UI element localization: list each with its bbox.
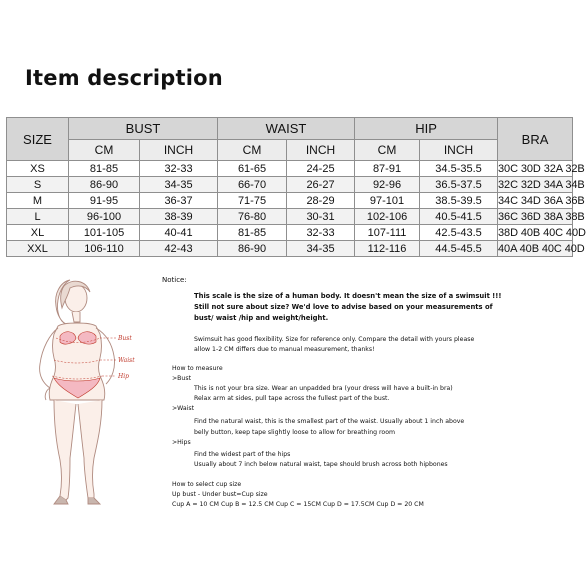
table-cell-waist-cm: 61-65 [218,161,287,177]
body-measurement-figure [20,272,160,512]
table-cell-hip-cm: 87-91 [355,161,420,177]
table-cell-waist-inch: 32-33 [287,225,355,241]
table-row [7,241,573,257]
bust-label: Bust [118,335,132,342]
cup-size-values: Cup A = 10 CM Cup B = 12.5 CM Cup C = 15CM Cup D = 17.5CM Cup D = 20 CM [172,501,424,508]
table-cell-waist-inch: 26-27 [287,177,355,193]
cup-size-heading: How to select cup size [172,481,242,488]
table-cell-hip-inch: 40.5-41.5 [420,209,498,225]
hip-label: Hip [118,373,129,380]
table-cell-hip-inch: 42.5-43.5 [420,225,498,241]
flexibility-note: Swimsuit has good flexibility. Size for reference only. Compare the detail with yours please [194,336,475,343]
table-cell-size: XXL [7,241,69,257]
bust-instruction: Relax arm at sides, pull tape across the fullest part of the bust. [194,395,390,402]
hip-header: HIP [355,118,498,140]
waist-label: Waist [118,357,135,364]
table-cell-hip-inch: 34.5-35.5 [420,161,498,177]
table-cell-bust-inch: 34-35 [140,177,218,193]
waist-instruction: belly button, keep tape slightly loose to allow for breathing room [194,429,396,436]
page-title: Item description [25,66,223,90]
table-cell-hip-cm: 97-101 [355,193,420,209]
table-cell-waist-inch: 28-29 [287,193,355,209]
bust-heading: >Bust [172,375,192,382]
table-row [7,193,573,209]
table-cell-bra: 32C 32D 34A 34B [498,178,585,191]
table-cell-hip-cm: 112-116 [355,241,420,257]
waist-instruction: Find the natural waist, this is the smallest part of the waist. Usually about 1 inch above [194,418,465,425]
table-row [7,209,573,225]
notice-bold-line: This scale is the size of a human body. It doesn't mean the size of a swimsuit !!! [194,292,502,300]
table-cell-waist-cm: 81-85 [218,225,287,241]
table-cell-bust-inch: 36-37 [140,193,218,209]
table-cell-bra: 40A 40B 40C 40D [498,242,585,255]
table-cell-bust-inch: 38-39 [140,209,218,225]
table-cell-hip-cm: 92-96 [355,177,420,193]
table-cell-waist-cm: 76-80 [218,209,287,225]
table-cell-hip-cm: 102-106 [355,209,420,225]
table-cell-size: L [7,209,69,225]
table-cell-bra: 36C 36D 38A 38B [498,210,585,223]
table-cell-hip-inch: 38.5-39.5 [420,193,498,209]
table-cell-size: S [7,177,69,193]
table-cell-hip-inch: 36.5-37.5 [420,177,498,193]
size-chart-table [6,117,586,257]
table-cell-waist-cm: 71-75 [218,193,287,209]
hips-instruction: Find the widest part of the hips [194,451,291,458]
table-row [7,177,573,193]
table-cell-waist-cm: 66-70 [218,177,287,193]
unit-header: CM [218,140,287,161]
table-cell-bust-cm: 91-95 [69,193,140,209]
table-row [7,225,573,241]
unit-header: INCH [287,140,355,161]
size-header: SIZE [7,118,69,161]
bust-instruction: This is not your bra size. Wear an unpadded bra (your dress will have a built-in bra) [194,385,453,392]
table-cell-hip-inch: 44.5-45.5 [420,241,498,257]
flexibility-note: allow 1-2 CM differs due to manual measurement, thanks! [194,346,375,353]
bra-header: BRA [498,118,573,161]
table-cell-bust-cm: 81-85 [69,161,140,177]
table-unit-row [7,140,573,161]
unit-header: CM [355,140,420,161]
table-cell-bra: 30C 30D 32A 32B [498,162,585,175]
bust-header: BUST [69,118,218,140]
table-cell-bust-cm: 101-105 [69,225,140,241]
table-cell-size: M [7,193,69,209]
table-cell-hip-cm: 107-111 [355,225,420,241]
unit-header: INCH [420,140,498,161]
hips-heading: >Hips [172,439,191,446]
table-cell-bra: 34C 34D 36A 36B [498,194,585,207]
table-cell-waist-inch: 34-35 [287,241,355,257]
notice-bold-line: bust/ waist /hip and weight/height. [194,314,329,322]
table-row [7,161,573,177]
table-cell-bra: 38D 40B 40C 40D [498,226,586,239]
table-cell-size: XL [7,225,69,241]
table-body [7,161,586,257]
waist-heading: >Waist [172,405,195,412]
notice-heading: Notice: [162,276,187,284]
table-cell-bust-cm: 106-110 [69,241,140,257]
table-cell-bust-inch: 40-41 [140,225,218,241]
table-cell-bust-cm: 86-90 [69,177,140,193]
table-cell-bust-cm: 96-100 [69,209,140,225]
notice-bold-line: Still not sure about size? We'd love to advise based on your measurements of [194,303,493,311]
hips-instruction: Usually about 7 inch below natural waist, tape should brush across both hipbones [194,461,448,468]
table-cell-waist-cm: 86-90 [218,241,287,257]
table-cell-waist-inch: 30-31 [287,209,355,225]
waist-header: WAIST [218,118,355,140]
unit-header: CM [69,140,140,161]
table-cell-size: XS [7,161,69,177]
how-to-measure-heading: How to measure [172,365,223,372]
table-header-row [7,118,573,140]
table-cell-waist-inch: 24-25 [287,161,355,177]
table-cell-bust-inch: 32-33 [140,161,218,177]
unit-header: INCH [140,140,218,161]
cup-size-formula: Up bust - Under bust=Cup size [172,491,268,498]
table-cell-bust-inch: 42-43 [140,241,218,257]
